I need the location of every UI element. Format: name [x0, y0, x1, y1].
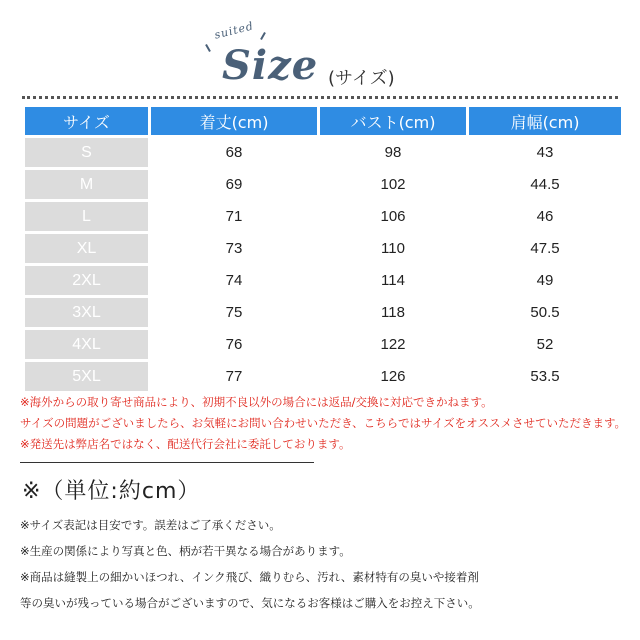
- suited-decoration: [205, 44, 211, 52]
- dotted-divider: [22, 96, 618, 99]
- size-cell: XL: [25, 234, 148, 263]
- suited-decoration: [260, 32, 266, 40]
- table-header-row: [25, 107, 621, 135]
- section-divider: [20, 462, 314, 463]
- table-row: [25, 266, 621, 295]
- table-row: [25, 298, 621, 327]
- length-cell: 75: [225, 304, 243, 321]
- header-length: 着丈(cm): [151, 107, 317, 135]
- size-heading: Size: [222, 42, 319, 89]
- table-row: [25, 234, 621, 263]
- product-disclaimer: [20, 512, 630, 616]
- unit-label: ※（単位:約cm）: [22, 479, 201, 504]
- table-row: [25, 138, 621, 167]
- shoulder-cell: 47.5: [530, 240, 560, 257]
- size-chart-table: [22, 104, 624, 394]
- bust-cell: 122: [380, 336, 406, 353]
- length-cell: 73: [225, 240, 243, 257]
- length-cell: 69: [225, 176, 243, 193]
- shoulder-cell: 53.5: [530, 368, 560, 385]
- size-cell: 4XL: [25, 330, 148, 359]
- header-size: サイズ: [25, 107, 148, 135]
- notice-line: ※発送先は弊店名ではなく、配送代行会社に委託しております。: [20, 437, 351, 451]
- table-row: [25, 362, 621, 391]
- suited-script: suited: [213, 19, 256, 42]
- length-cell: 77: [225, 368, 243, 385]
- size-cell: M: [25, 170, 148, 199]
- length-cell: 68: [225, 144, 243, 161]
- shoulder-cell: 52: [536, 336, 554, 353]
- bust-cell: 114: [381, 272, 405, 289]
- shoulder-cell: 44.5: [530, 176, 560, 193]
- size-cell: 5XL: [25, 362, 148, 391]
- header-bust: バスト(cm): [320, 107, 466, 135]
- disclaimer-line: ※生産の関係により写真と色、柄が若干異なる場合があります。: [20, 544, 351, 558]
- disclaimer-line: ※サイズ表記は目安です。誤差はご了承ください。: [20, 518, 281, 532]
- bust-cell: 110: [381, 240, 405, 257]
- shoulder-cell: 50.5: [530, 304, 560, 321]
- size-cell: 3XL: [25, 298, 148, 327]
- length-cell: 71: [225, 208, 243, 225]
- disclaimer-line: ※商品は縫製上の細かいほつれ、インク飛び、織りむら、汚れ、素材特有の臭いや接着剤: [20, 570, 479, 584]
- size-cell: L: [25, 202, 148, 231]
- table-row: [25, 330, 621, 359]
- table-row: [25, 170, 621, 199]
- shoulder-cell: 43: [536, 144, 554, 161]
- header-shoulder: 肩幅(cm): [469, 107, 621, 135]
- table-row: [25, 202, 621, 231]
- bust-cell: 106: [380, 208, 406, 225]
- bust-cell: 102: [380, 176, 406, 193]
- size-title: [0, 14, 640, 94]
- length-cell: 74: [225, 272, 243, 289]
- bust-cell: 98: [384, 144, 402, 161]
- size-cell: S: [25, 138, 148, 167]
- size-subheading: (サイズ): [328, 68, 395, 89]
- length-cell: 76: [225, 336, 243, 353]
- import-notice: [20, 392, 630, 455]
- size-cell: 2XL: [25, 266, 148, 295]
- disclaimer-line: 等の臭いが残っている場合がございますので、気になるお客様はご購入をお控え下さい。: [20, 596, 480, 610]
- shoulder-cell: 49: [536, 272, 554, 289]
- bust-cell: 126: [380, 368, 406, 385]
- notice-line: ※海外からの取り寄せ商品により、初期不良以外の場合には返品/交換に対応できかねます。: [20, 395, 493, 409]
- bust-cell: 118: [381, 304, 405, 321]
- notice-line: サイズの問題がございましたら、お気軽にお問い合わせいただき、こちらではサイズをオススメさせていただきます。: [20, 416, 627, 430]
- shoulder-cell: 46: [536, 208, 554, 225]
